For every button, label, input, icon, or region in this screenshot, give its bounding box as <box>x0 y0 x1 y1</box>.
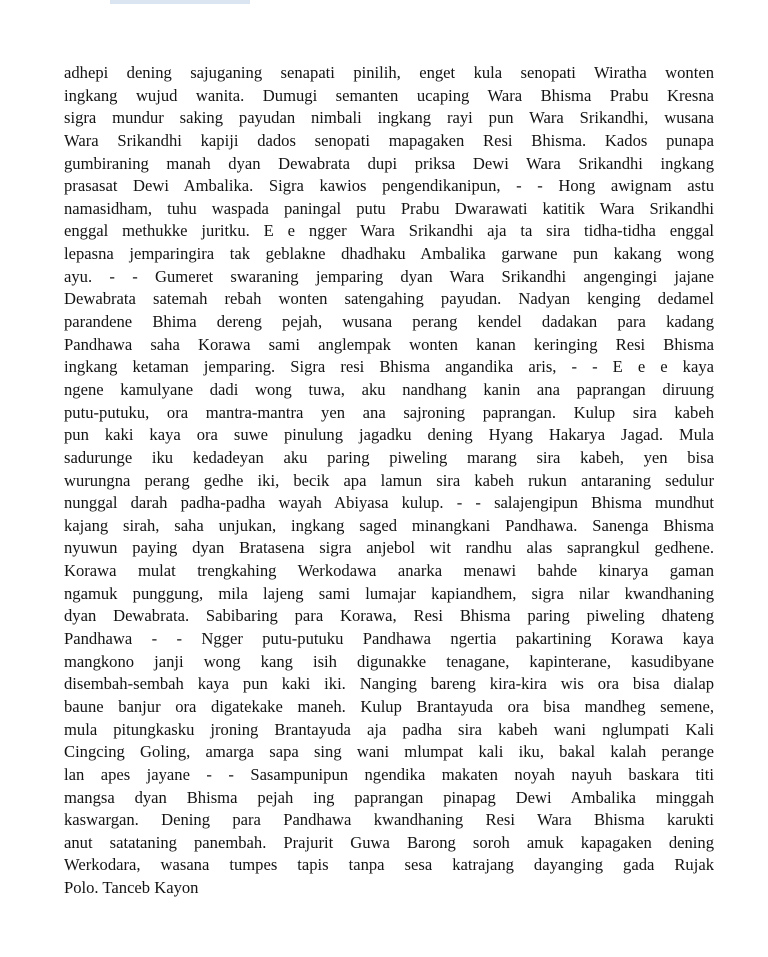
text-line: wurungna perang gedhe iki, becik apa lamun sira kabeh rukun antaraning sedulur <box>64 470 714 490</box>
body-text <box>64 62 714 900</box>
text-line: Polo. Tanceb Kayon <box>64 878 199 898</box>
text-line: Cingcing Goling, amarga sapa sing wani mlumpat kali iku, bakal kalah perange <box>64 742 714 762</box>
text-line: sigra mundur saking payudan nimbali ingkang rayi pun Wara Srikandhi, wusana <box>64 108 714 128</box>
text-line: kaswargan. Dening para Pandhawa kwandhaning Resi Wara Bhisma karukti <box>64 810 714 830</box>
text-line: Pandhawa - - Ngger putu-putuku Pandhawa ngertia pakartining Korawa kaya <box>64 629 714 649</box>
text-line: sadurunge iku kedadeyan aku paring piweling marang sira kabeh, yen bisa <box>64 447 714 467</box>
text-line: ngamuk punggung, mila lajeng sami lumajar kapiandhem, sigra nilar kwandhaning <box>64 583 714 603</box>
text-line: putu-putuku, ora mantra-mantra yen ana sajroning paprangan. Kulup sira kabeh <box>64 402 714 422</box>
text-line: gumbiraning manah dyan Dewabrata dupi priksa Dewi Wara Srikandhi ingkang <box>64 153 714 173</box>
text-line: ngene kamulyane dadi wong tuwa, aku nandhang kanin ana paprangan diruung <box>64 379 714 399</box>
text-line: mangkono janji wong kang isih digunakke tenagane, kapinterane, kasudibyane <box>64 651 714 671</box>
text-line: Korawa mulat trengkahing Werkodawa anarka menawi bahde kinarya gaman <box>64 561 714 581</box>
text-line: pun kaki kaya ora suwe pinulung jagadku dening Hyang Hakarya Jagad. Mula <box>64 425 714 445</box>
text-line: parandene Bhima dereng pejah, wusana perang kendel dadakan para kadang <box>64 312 714 332</box>
text-line: nunggal darah padha-padha wayah Abiyasa kulup. - - salajengipun Bhisma mundhut <box>64 493 714 513</box>
text-line: baune banjur ora digatekake maneh. Kulup Brantayuda ora bisa mandheg semene, <box>64 696 714 716</box>
text-line: Dewabrata satemah rebah wonten satengahing payudan. Nadyan kenging dedamel <box>64 289 714 309</box>
text-line: kajang sirah, saha unjukan, ingkang saged minangkani Pandhawa. Sanenga Bhisma <box>64 515 714 535</box>
text-line: dyan Dewabrata. Sabibaring para Korawa, Resi Bhisma paring piweling dhateng <box>64 606 714 626</box>
text-line: Werkodara, wasana tumpes tapis tanpa sesa katrajang dayanging gada Rujak <box>64 855 714 875</box>
text-line: lepasna jemparingira tak geblakne dhadhaku Ambalika garwane pun kakang wong <box>64 244 714 264</box>
text-line: enggal methukke juritku. E e ngger Wara Srikandhi aja ta sira tidha-tidha enggal <box>64 221 714 241</box>
text-line: nyuwun paying dyan Bratasena sigra anjebol wit randhu alas saprangkul gedhene. <box>64 538 714 558</box>
text-line: Pandhawa saha Korawa sami anglempak wonten kanan keringing Resi Bhisma <box>64 334 714 354</box>
text-line: namasidham, tuhu waspada paningal putu Prabu Dwarawati katitik Wara Srikandhi <box>64 198 714 218</box>
scan-edge-mark <box>110 0 250 4</box>
text-line: disembah-sembah kaya pun kaki iki. Nanging bareng kira-kira wis ora bisa dialap <box>64 674 714 694</box>
text-line: anut satataning panembah. Prajurit Guwa Barong soroh amuk kapagaken dening <box>64 832 714 852</box>
text-line: prasasat Dewi Ambalika. Sigra kawios pengendikanipun, - - Hong awignam astu <box>64 176 714 196</box>
text-line: ingkang ketaman jemparing. Sigra resi Bhisma angandika aris, - - E e e kaya <box>64 357 714 377</box>
text-line: lan apes jayane - - Sasampunipun ngendika makaten noyah nayuh baskara titi <box>64 764 714 784</box>
text-line: ayu. - - Gumeret swaraning jemparing dyan Wara Srikandhi angengingi jajane <box>64 266 714 286</box>
text-line: mula pitungkasku jroning Brantayuda aja padha sira kabeh wani nglumpati Kali <box>64 719 714 739</box>
text-line: ingkang wujud wanita. Dumugi semanten ucaping Wara Bhisma Prabu Kresna <box>64 85 714 105</box>
text-line: Wara Srikandhi kapiji dados senopati mapagaken Resi Bhisma. Kados punapa <box>64 130 714 150</box>
text-line: mangsa dyan Bhisma pejah ing paprangan pinapag Dewi Ambalika minggah <box>64 787 714 807</box>
text-line: adhepi dening sajuganing senapati pinilih, enget kula senopati Wiratha wonten <box>64 63 714 82</box>
